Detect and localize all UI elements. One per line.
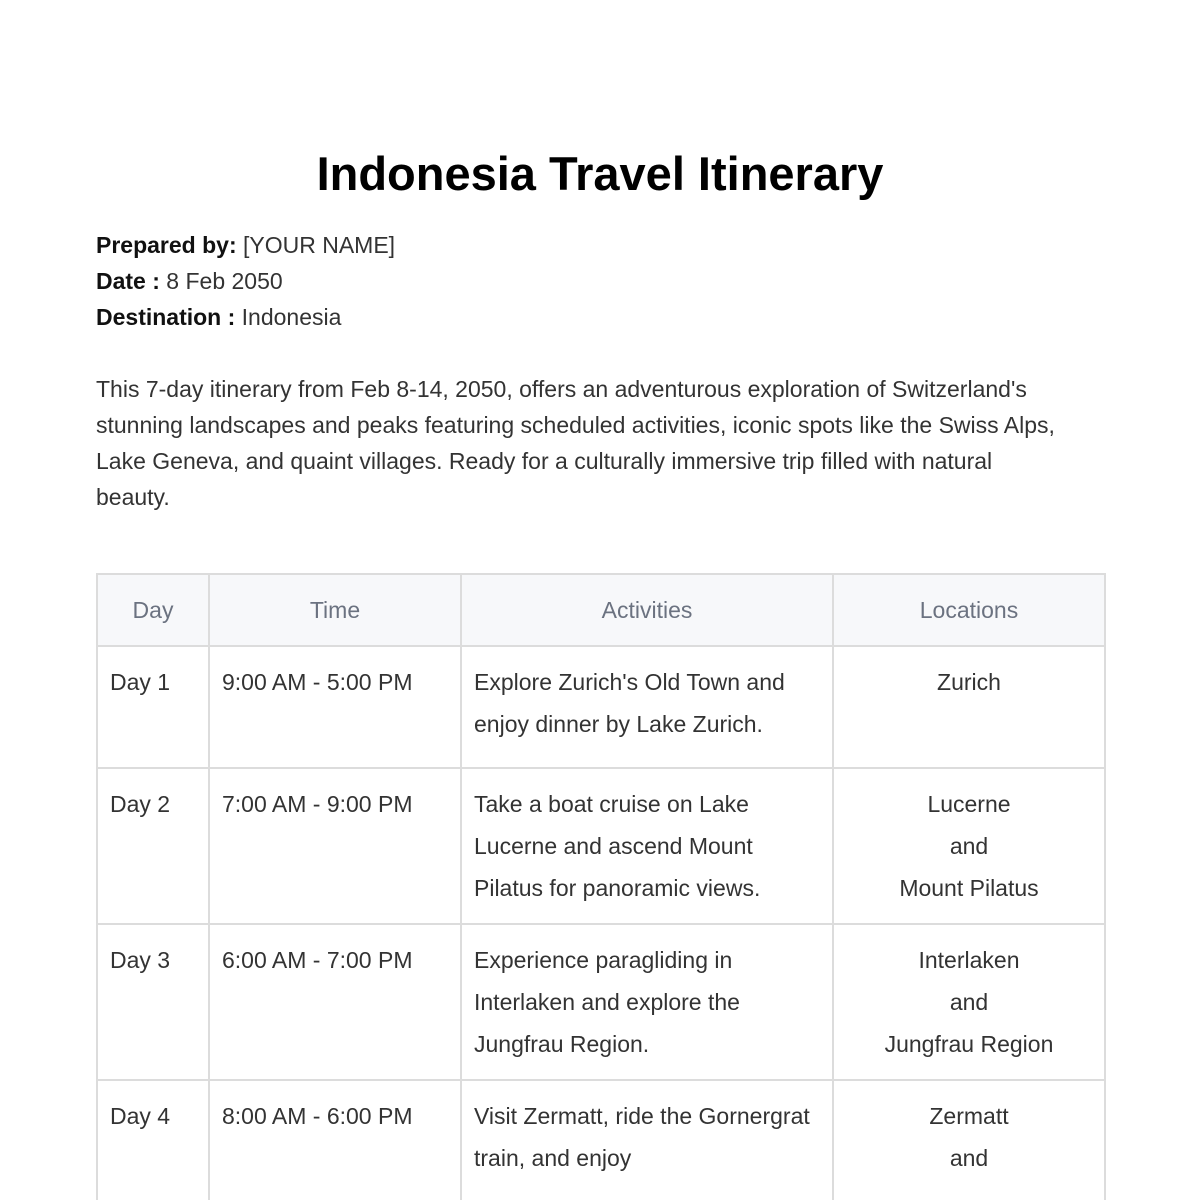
- header-locations: Locations: [833, 574, 1105, 646]
- cell-locations: [833, 768, 1105, 924]
- table-row: [97, 646, 1105, 768]
- cell-locations: [833, 1080, 1105, 1200]
- document-meta: [96, 227, 395, 335]
- location-line: Zurich: [937, 669, 1001, 695]
- location-line: Zermatt: [929, 1103, 1009, 1129]
- meta-destination: [96, 299, 395, 335]
- meta-destination-label: Destination :: [96, 304, 236, 330]
- cell-activity: Explore Zurich's Old Town and enjoy dinner by Lake Zurich.: [461, 646, 833, 768]
- cell-day: Day 4: [97, 1080, 209, 1200]
- table-row: [97, 924, 1105, 1080]
- table-row: [97, 1080, 1105, 1200]
- cell-activity: Experience paragliding in Interlaken and explore the Jungfrau Region.: [461, 924, 833, 1080]
- meta-date-label: Date :: [96, 268, 160, 294]
- cell-locations: [833, 646, 1105, 768]
- cell-activity: Take a boat cruise on Lake Lucerne and ascend Mount Pilatus for panoramic views.: [461, 768, 833, 924]
- cell-time: 6:00 AM - 7:00 PM: [209, 924, 461, 1080]
- location-line: and: [949, 989, 989, 1015]
- meta-prepared-by: [96, 227, 395, 263]
- header-day: Day: [97, 574, 209, 646]
- location-line: Mount Pilatus: [899, 875, 1039, 901]
- meta-date: [96, 263, 395, 299]
- intro-paragraph: This 7-day itinerary from Feb 8-14, 2050, offers an adventurous exploration of Switzerland's stunning landscapes and peaks featuring scheduled activities, iconic spots like the Swiss Alps, Lake Geneva, and quaint villages. Ready for a culturally immersive trip filled with natural beauty.: [96, 376, 1055, 510]
- itinerary-table: [96, 573, 1106, 1200]
- location-line: Interlaken: [918, 947, 1020, 973]
- cell-day: Day 2: [97, 768, 209, 924]
- location-line: Lucerne: [927, 791, 1011, 817]
- header-activities: Activities: [461, 574, 833, 646]
- location-line: Jungfrau Region: [884, 1031, 1054, 1057]
- meta-date-value: 8 Feb 2050: [166, 268, 283, 294]
- meta-destination-value: Indonesia: [241, 304, 342, 330]
- meta-prepared-by-label: Prepared by:: [96, 232, 237, 258]
- cell-locations: [833, 924, 1105, 1080]
- location-line: and: [949, 833, 989, 859]
- page-title: Indonesia Travel Itinerary: [316, 147, 884, 200]
- location-line: and: [949, 1145, 989, 1171]
- table-row: [97, 768, 1105, 924]
- cell-time: 9:00 AM - 5:00 PM: [209, 646, 461, 768]
- cell-day: Day 3: [97, 924, 209, 1080]
- cell-time: 7:00 AM - 9:00 PM: [209, 768, 461, 924]
- table-header-row: [97, 574, 1105, 646]
- cell-day: Day 1: [97, 646, 209, 768]
- cell-time: 8:00 AM - 6:00 PM: [209, 1080, 461, 1200]
- meta-prepared-by-value: [YOUR NAME]: [243, 232, 396, 258]
- itinerary-table-container: [96, 573, 1104, 1200]
- header-time: Time: [209, 574, 461, 646]
- cell-activity: Visit Zermatt, ride the Gornergrat train, and enjoy: [461, 1080, 833, 1200]
